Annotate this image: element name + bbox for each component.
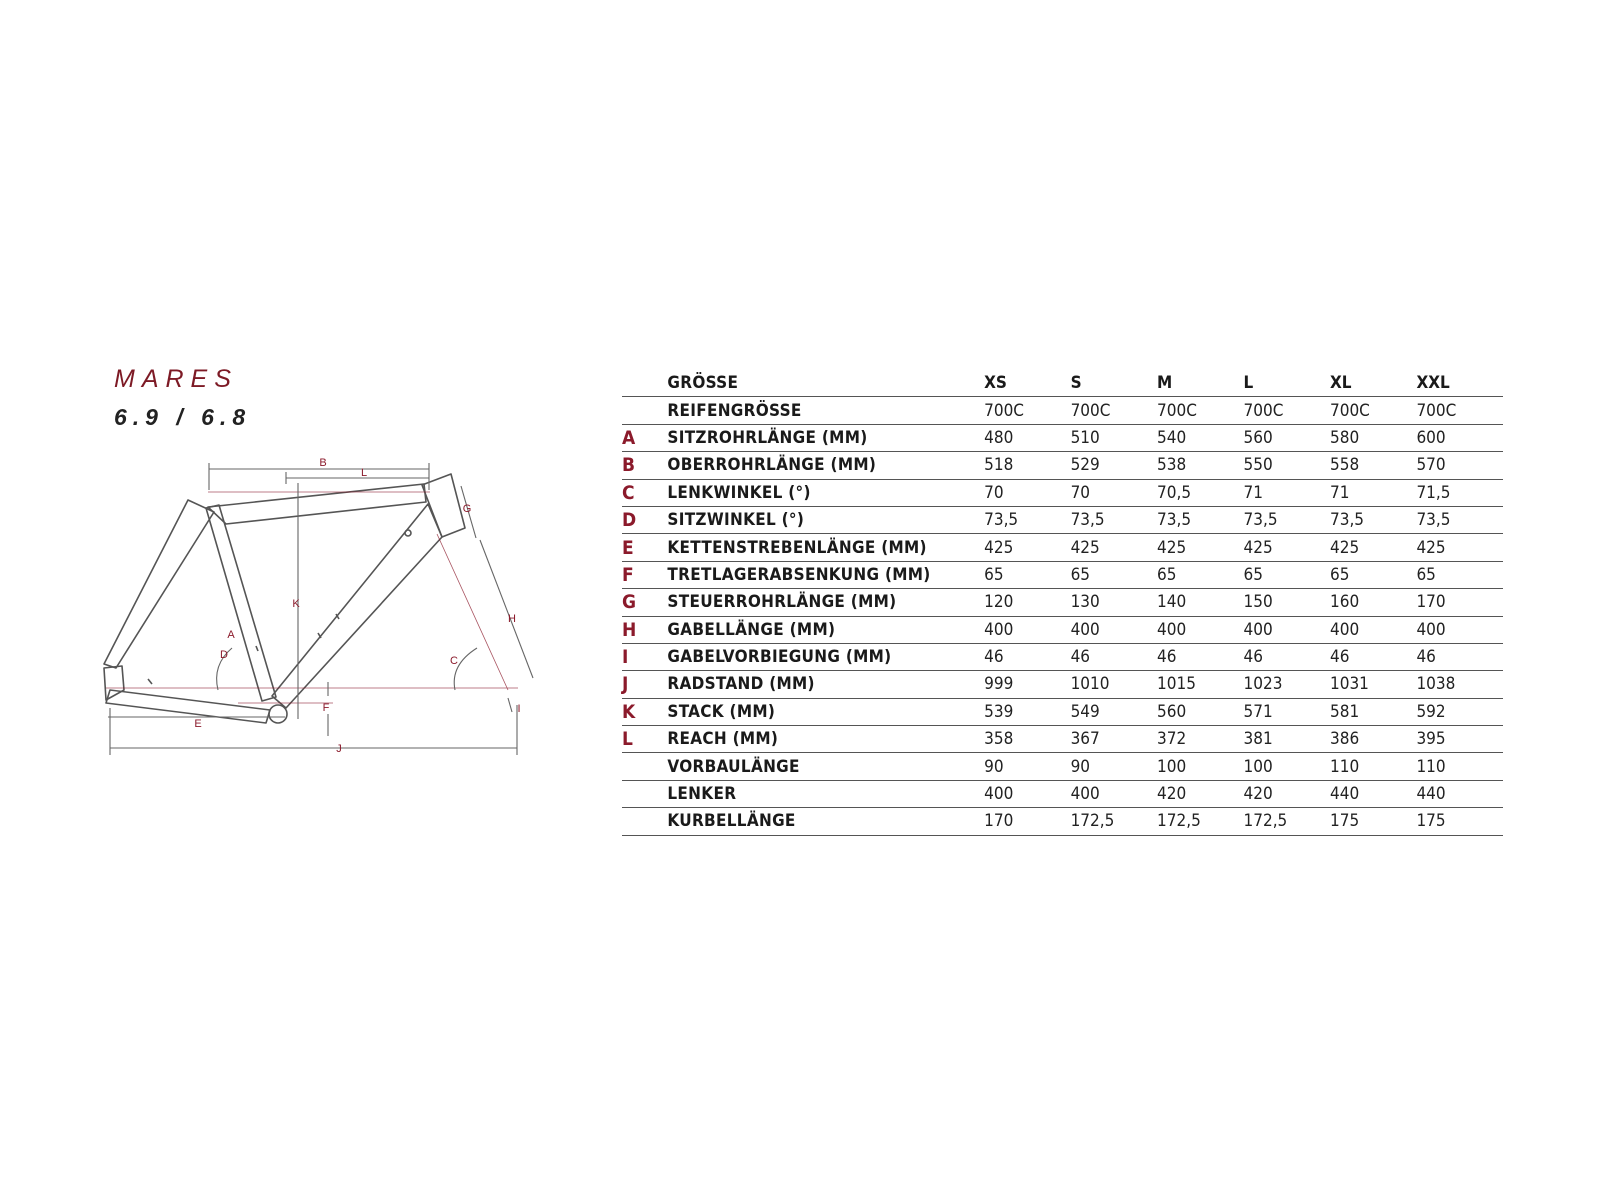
row-value: 1031 [1330, 671, 1416, 698]
row-letter: G [622, 589, 667, 616]
label-k: K [292, 598, 300, 610]
label-f: F [322, 702, 330, 714]
row-label: TRETLAGERABSENKUNG (MM) [667, 561, 984, 588]
label-i: I [517, 703, 521, 715]
row-label: VORBAULÄNGE [667, 753, 984, 780]
seat-tube [206, 505, 276, 701]
chain-stay [106, 690, 270, 723]
row-value: 425 [1157, 534, 1243, 561]
geometry-table [622, 370, 1503, 836]
row-label: LENKER [667, 780, 984, 807]
row-letter: H [622, 616, 667, 643]
row-value: 73,5 [1416, 506, 1503, 533]
header-size: XL [1330, 370, 1416, 397]
table-body [622, 397, 1503, 835]
row-value: 73,5 [1071, 506, 1157, 533]
row-value: 600 [1416, 424, 1503, 451]
row-letter [622, 808, 667, 835]
label-g: G [462, 503, 472, 515]
label-l: L [360, 467, 368, 479]
row-value: 100 [1244, 753, 1330, 780]
dropout [104, 666, 124, 700]
row-label: REIFENGRÖSSE [667, 397, 984, 424]
row-value: 540 [1157, 424, 1243, 451]
top-tube [208, 484, 426, 524]
label-a: A [227, 629, 235, 641]
row-value: 700C [1157, 397, 1243, 424]
row-value: 73,5 [984, 506, 1070, 533]
row-value: 539 [984, 698, 1070, 725]
row-value: 529 [1071, 452, 1157, 479]
label-c: C [450, 655, 458, 667]
row-value: 440 [1330, 780, 1416, 807]
row-label: STACK (MM) [667, 698, 984, 725]
row-letter: J [622, 671, 667, 698]
row-value: 425 [1071, 534, 1157, 561]
row-letter: D [622, 506, 667, 533]
row-value: 400 [984, 780, 1070, 807]
row-value: 1015 [1157, 671, 1243, 698]
row-value: 580 [1330, 424, 1416, 451]
row-value: 480 [984, 424, 1070, 451]
row-value: 65 [1071, 561, 1157, 588]
row-value: 140 [1157, 589, 1243, 616]
row-value: 70,5 [1157, 479, 1243, 506]
row-value: 1023 [1244, 671, 1330, 698]
row-value: 65 [1330, 561, 1416, 588]
row-letter [622, 780, 667, 807]
header-size: XS [984, 370, 1070, 397]
header-letter-cell [622, 370, 667, 397]
label-d: D [220, 649, 228, 661]
row-value: 100 [1157, 753, 1243, 780]
row-value: 170 [984, 808, 1070, 835]
row-value: 700C [1244, 397, 1330, 424]
row-label: LENKWINKEL (°) [667, 479, 984, 506]
row-value: 172,5 [1244, 808, 1330, 835]
row-value: 46 [1330, 643, 1416, 670]
table-row [622, 643, 1503, 670]
table-row [622, 726, 1503, 753]
table-row [622, 424, 1503, 451]
table-row [622, 452, 1503, 479]
row-value: 73,5 [1330, 506, 1416, 533]
row-value: 65 [1416, 561, 1503, 588]
row-value: 400 [1071, 616, 1157, 643]
row-value: 700C [1071, 397, 1157, 424]
row-letter: K [622, 698, 667, 725]
row-letter: A [622, 424, 667, 451]
row-value: 558 [1330, 452, 1416, 479]
row-value: 999 [984, 671, 1070, 698]
row-letter: E [622, 534, 667, 561]
row-value: 386 [1330, 726, 1416, 753]
row-value: 70 [1071, 479, 1157, 506]
row-value: 400 [1071, 780, 1157, 807]
row-value: 571 [1244, 698, 1330, 725]
row-value: 400 [1157, 616, 1243, 643]
table-row [622, 753, 1503, 780]
row-value: 73,5 [1157, 506, 1243, 533]
row-label: STEUERROHRLÄNGE (MM) [667, 589, 984, 616]
bottom-bracket [269, 705, 287, 723]
row-value: 400 [1416, 616, 1503, 643]
table-row [622, 780, 1503, 807]
row-value: 71 [1330, 479, 1416, 506]
row-letter: I [622, 643, 667, 670]
table-row [622, 479, 1503, 506]
row-value: 172,5 [1157, 808, 1243, 835]
row-value: 90 [1071, 753, 1157, 780]
row-value: 367 [1071, 726, 1157, 753]
row-label: OBERROHRLÄNGE (MM) [667, 452, 984, 479]
row-label: RADSTAND (MM) [667, 671, 984, 698]
row-value: 65 [1157, 561, 1243, 588]
row-value: 90 [984, 753, 1070, 780]
table-row [622, 671, 1503, 698]
row-value: 110 [1330, 753, 1416, 780]
row-letter [622, 397, 667, 424]
row-value: 425 [1330, 534, 1416, 561]
row-value: 700C [1416, 397, 1503, 424]
label-j: J [336, 743, 342, 755]
row-value: 560 [1157, 698, 1243, 725]
row-label: SITZWINKEL (°) [667, 506, 984, 533]
row-value: 570 [1416, 452, 1503, 479]
row-value: 175 [1330, 808, 1416, 835]
header-label: GRÖSSE [667, 370, 984, 397]
row-value: 120 [984, 589, 1070, 616]
row-value: 400 [1330, 616, 1416, 643]
row-value: 425 [984, 534, 1070, 561]
row-label: SITZROHRLÄNGE (MM) [667, 424, 984, 451]
row-value: 420 [1157, 780, 1243, 807]
row-value: 130 [1071, 589, 1157, 616]
frame-geometry-diagram [0, 0, 560, 800]
row-value: 550 [1244, 452, 1330, 479]
table-row [622, 698, 1503, 725]
row-value: 46 [1157, 643, 1243, 670]
brand-model: 6.9 / 6.8 [114, 404, 252, 430]
row-value: 70 [984, 479, 1070, 506]
dimension-labels [194, 457, 520, 755]
row-label: GABELVORBIEGUNG (MM) [667, 643, 984, 670]
table-row [622, 506, 1503, 533]
row-value: 358 [984, 726, 1070, 753]
frame-outline [104, 474, 465, 723]
table-row [622, 397, 1503, 424]
row-value: 400 [1244, 616, 1330, 643]
brand-name: MARES [114, 365, 238, 393]
row-value: 518 [984, 452, 1070, 479]
row-value: 150 [1244, 589, 1330, 616]
header-size: S [1071, 370, 1157, 397]
row-value: 65 [984, 561, 1070, 588]
seat-stay [104, 500, 214, 668]
row-value: 46 [1416, 643, 1503, 670]
row-value: 395 [1416, 726, 1503, 753]
table-row [622, 534, 1503, 561]
row-value: 381 [1244, 726, 1330, 753]
row-letter: C [622, 479, 667, 506]
row-letter: F [622, 561, 667, 588]
row-value: 1038 [1416, 671, 1503, 698]
row-value: 110 [1416, 753, 1503, 780]
row-value: 425 [1244, 534, 1330, 561]
table-row [622, 561, 1503, 588]
row-value: 510 [1071, 424, 1157, 451]
row-value: 581 [1330, 698, 1416, 725]
row-value: 172,5 [1071, 808, 1157, 835]
row-value: 170 [1416, 589, 1503, 616]
row-letter: B [622, 452, 667, 479]
header-size: XXL [1416, 370, 1503, 397]
row-value: 700C [984, 397, 1070, 424]
row-letter [622, 753, 667, 780]
row-value: 400 [984, 616, 1070, 643]
row-value: 549 [1071, 698, 1157, 725]
header-size: L [1244, 370, 1330, 397]
row-label: GABELLÄNGE (MM) [667, 616, 984, 643]
label-b: B [319, 457, 327, 469]
row-value: 592 [1416, 698, 1503, 725]
row-value: 46 [984, 643, 1070, 670]
row-label: KURBELLÄNGE [667, 808, 984, 835]
row-value: 46 [1244, 643, 1330, 670]
row-label: KETTENSTREBENLÄNGE (MM) [667, 534, 984, 561]
table-row [622, 808, 1503, 835]
row-value: 440 [1416, 780, 1503, 807]
row-value: 1010 [1071, 671, 1157, 698]
row-value: 425 [1416, 534, 1503, 561]
row-value: 538 [1157, 452, 1243, 479]
row-value: 73,5 [1244, 506, 1330, 533]
row-value: 160 [1330, 589, 1416, 616]
row-value: 560 [1244, 424, 1330, 451]
row-label: REACH (MM) [667, 726, 984, 753]
table-header-row [622, 370, 1503, 397]
row-value: 420 [1244, 780, 1330, 807]
label-e: E [194, 718, 202, 730]
row-value: 372 [1157, 726, 1243, 753]
row-value: 65 [1244, 561, 1330, 588]
row-value: 71 [1244, 479, 1330, 506]
row-value: 71,5 [1416, 479, 1503, 506]
row-value: 46 [1071, 643, 1157, 670]
header-size: M [1157, 370, 1243, 397]
label-h: H [508, 613, 516, 625]
row-value: 175 [1416, 808, 1503, 835]
row-value: 700C [1330, 397, 1416, 424]
row-letter: L [622, 726, 667, 753]
table-row [622, 589, 1503, 616]
table-row [622, 616, 1503, 643]
